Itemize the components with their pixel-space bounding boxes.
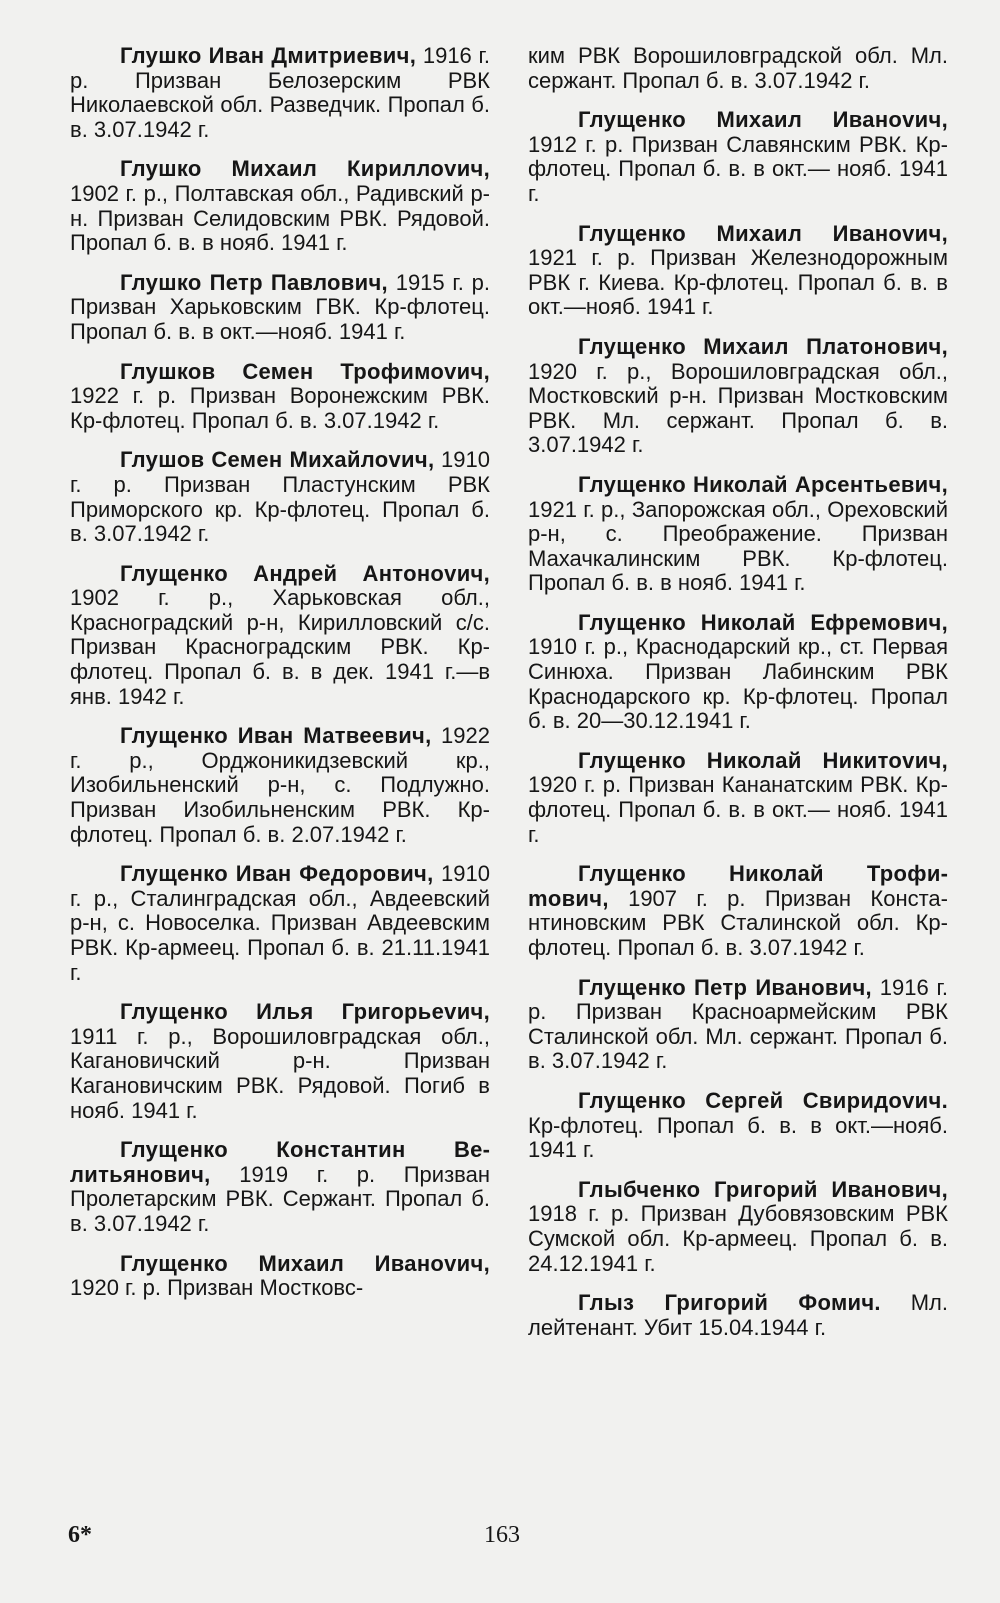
entry-text: 1919 г. р. Призван Пролетарским РВК. Сержант. Пропал б. в. 3.07.1942 г. xyxy=(70,1161,490,1236)
entry-text: ким РВК Ворошиловградской обл. Мл. сержант. Пропал б. в. 3.07.1942 г. xyxy=(528,43,948,93)
entry-name: Глущенко Михаил Иваноvич, xyxy=(578,220,948,246)
biography-entry xyxy=(70,724,490,847)
biography-entry xyxy=(70,562,490,710)
entry-text: 1916 г. р. Призван Красноармейским РВК Сталинской обл. Мл. сержант. Пропал б. в. 3.07.1942 г. xyxy=(528,974,948,1074)
biography-entry xyxy=(70,1138,490,1236)
biography-entry xyxy=(70,1000,490,1123)
entry-name: Глущенко Петр Иванович, xyxy=(578,974,872,1000)
entry-name: Глущенко Михаил Иваноvич, xyxy=(578,107,948,133)
entry-text: Мл. лейтенант. Убит 15.04.1944 г. xyxy=(528,1290,948,1340)
entry-name: Глущенко Николай Ефремович, xyxy=(578,609,948,635)
entry-name: Глущенко Николай Никитоvич, xyxy=(578,747,948,773)
page-number: 163 xyxy=(484,1522,520,1548)
entry-text: Кр-флотец. Пропал б. в. в окт.—нояб. 1941 г. xyxy=(528,1112,948,1163)
entry-name: Глущенко Андрей Антоноvич, xyxy=(120,560,490,586)
entry-name: Глущенко Николай Трофиmович, xyxy=(528,861,948,911)
biography-entry xyxy=(528,108,948,206)
entry-name: Глущенко Илья Григорьеvич, xyxy=(120,999,490,1025)
biography-entry xyxy=(528,335,948,458)
entry-name: Глушко Иван Дмитриевич, xyxy=(120,43,417,68)
entry-text: 1902 г. р., Харьковская обл., Красноградский р-н, Кирилловский с/с. Призван Красноградским РВК. Кр-флотец. Пропал б. в. в дек. 1941 г.—в янв. 1942 г. xyxy=(70,585,490,709)
biography-entry xyxy=(528,611,948,734)
entry-text: 1922 г. р., Орджоникидзевский кр., Изобильненский р-н, с. Подлужно. Призван Изобильненским РВК. Кр-флотец. Пропал б. в. 2.07.1942 г. xyxy=(70,723,490,847)
entry-text: 1910 г. р., Сталинградская обл., Авдеевский р-н, с. Новоселка. Призван Авдеевским РВК. Кр-армеец. Пропал б. в. 21.11.1941 г. xyxy=(70,861,490,985)
entry-text: 1920 г. р. Призван Мостковс- xyxy=(70,1275,364,1301)
entry-name: Глыбченко Григорий Иванович, xyxy=(578,1176,948,1202)
biography-entry xyxy=(70,862,490,985)
biography-entry xyxy=(70,1252,490,1301)
entry-name: Глущенко Михаил Платонович, xyxy=(578,333,948,359)
entry-name: Глущенко Сергей Свиридоvич. xyxy=(578,1087,948,1113)
entry-name: Глущенко Иван Федорович, xyxy=(120,861,434,887)
entry-name: Глыз Григорий Фомич. xyxy=(578,1290,881,1316)
biography-entry xyxy=(70,44,490,142)
biography-entry xyxy=(528,749,948,847)
entry-text: 1921 г. р. Призван Железнодорожным РВК г. Киева. Кр-флотец. Пропал б. в. в окт.—нояб. 1941 г. xyxy=(528,245,948,320)
biography-entry xyxy=(70,157,490,255)
entry-name: Глушко Михаил Кириллоvич, xyxy=(120,156,490,182)
entry-name: Глущенко Николай Арсентьевич, xyxy=(578,471,948,497)
footer-signature-mark: 6* xyxy=(68,1522,92,1548)
entry-text: 1902 г. р., Полтавская обл., Радивский р-н. Призван Селидовским РВК. Рядовой. Пропал б. в. в нояб. 1941 г. xyxy=(70,180,490,256)
entry-text: 1915 г. р. Призван Харьковским ГВК. Кр-флотец. Пропал б. в. в окт.—нояб. 1941 г. xyxy=(70,269,490,344)
biography-entry xyxy=(70,448,490,546)
left-column xyxy=(70,44,490,1316)
entry-text: 1920 г. р., Ворошиловградская обл., Мостковский р-н. Призван Мостковским РВК. Мл. сержант. Пропал б. в. 3.07.1942 г. xyxy=(528,358,948,458)
entry-text: 1910 г. р., Краснодарский кр., ст. Первая Синюха. Призван Лабинским РВК Краснодарского кр. Кр-флотец. Пропал б. в. 20—30.12.1941 г. xyxy=(528,634,948,734)
entry-name: Глущенко Константин Велитьянович, xyxy=(70,1137,490,1187)
entry-text: 1907 г. р. Призван Константиновским РВК Сталинской обл. Кр-флотец. Пропал б. в. 3.07.1942 г. xyxy=(528,885,948,960)
entry-text: 1912 г. р. Призван Славянским РВК. Кр-флотец. Пропал б. в. в окт.— нояб. 1941 г. xyxy=(528,131,948,206)
entry-name: Глушов Семен Михайлоvич, xyxy=(120,447,435,473)
biography-entry xyxy=(528,1291,948,1340)
entry-text: 1922 г. р. Призван Воронежским РВК. Кр-флотец. Пропал б. в. 3.07.1942 г. xyxy=(70,383,490,433)
entry-name: Глушко Петр Павлович, xyxy=(120,269,388,295)
entry-name: Глущенко Иван Матвеевич, xyxy=(120,723,432,749)
biography-entry xyxy=(528,1178,948,1276)
entry-text: 1916 г. р. Призван Белозерским РВК Николаевской обл. Разведчик. Пропал б. в. 3.07.1942 г. xyxy=(70,43,490,142)
entry-text: 1918 г. р. Призван Дубовязовским РВК Сумской обл. Кр-армеец. Пропал б. в. 24.12.1941 г. xyxy=(528,1201,948,1276)
entry-name: Глущенко Михаил Иваноvич, xyxy=(120,1250,490,1276)
biography-entry xyxy=(70,271,490,345)
entry-name: Глушков Семен Трофимоvич, xyxy=(120,358,490,384)
biography-entry xyxy=(528,976,948,1074)
entry-text: 1920 г. р. Призван Кананатским РВК. Кр-флотец. Пропал б. в. в окт.— нояб. 1941 г. xyxy=(528,772,948,847)
biography-entry xyxy=(528,222,948,320)
biography-entry xyxy=(528,473,948,596)
entry-text: 1910 г. р. Призван Пластунским РВК Приморского кр. Кр-флотец. Пропал б. в. 3.07.1942 г. xyxy=(70,447,490,547)
biography-entry xyxy=(528,1089,948,1163)
biography-entry xyxy=(528,44,948,93)
right-column xyxy=(528,44,948,1355)
entry-text: 1921 г. р., Запорожская обл., Ореховский р-н, с. Преображение. Призван Махачкалинским РВК. Кр-флотец. Пропал б. в. в нояб. 1941 г. xyxy=(528,496,948,596)
biography-entry xyxy=(528,862,948,960)
biography-entry xyxy=(70,360,490,434)
entry-text: 1911 г. р., Ворошиловградская обл., Кагановичский р-н. Призван Кагановичским РВК. Рядовой. Погиб в нояб. 1941 г. xyxy=(70,1023,490,1123)
